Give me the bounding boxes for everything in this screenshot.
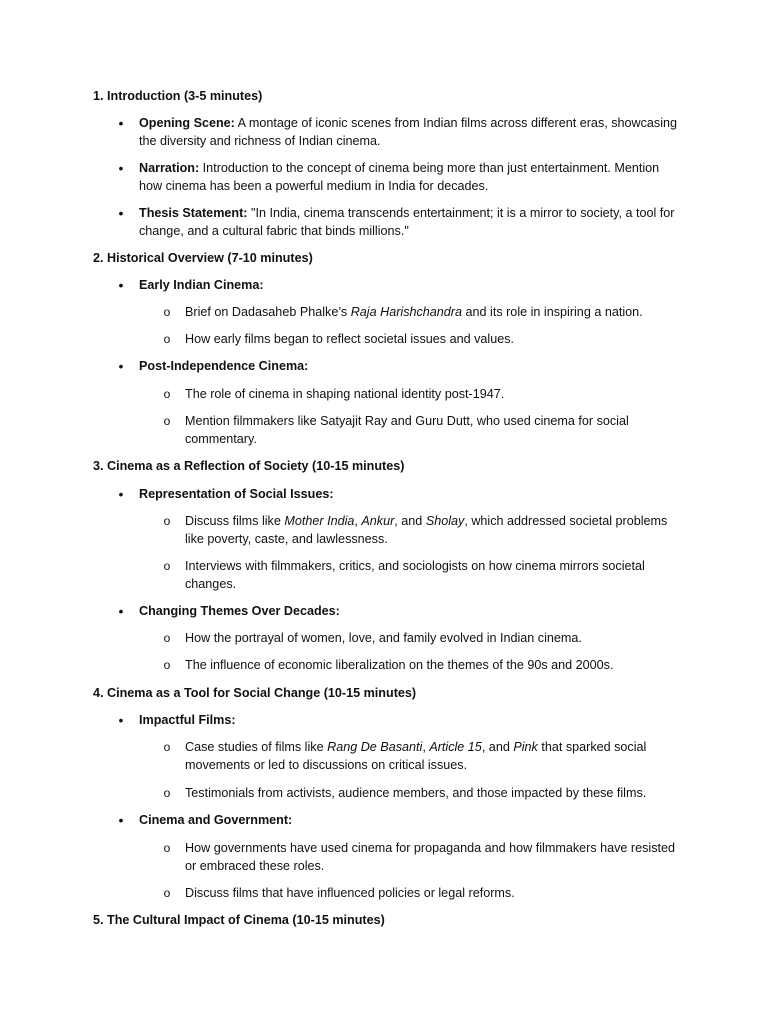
sub-item xyxy=(163,785,680,803)
sub-item-text: How early films began to reflect societal issues and values. xyxy=(185,332,514,346)
section-heading-introduction: 1. Introduction (3-5 minutes) xyxy=(93,89,263,103)
sub-item xyxy=(163,386,680,404)
sub-bullet-icon: o xyxy=(163,332,171,346)
sub-bullet-icon: o xyxy=(163,387,171,401)
sub-item xyxy=(163,739,680,774)
list-item-changing-themes xyxy=(118,603,684,621)
sub-bullet-icon: o xyxy=(163,658,171,672)
sub-item xyxy=(163,331,680,349)
film-title: Raja Harishchandra xyxy=(350,305,463,319)
sub-bullet-icon: o xyxy=(163,559,171,573)
bullet-icon: • xyxy=(118,603,124,619)
film-title: Ankur xyxy=(361,514,395,528)
sub-item xyxy=(163,885,680,903)
film-title: Mother India xyxy=(284,514,355,528)
film-title: Sholay xyxy=(425,514,465,528)
bullet-icon: • xyxy=(118,358,124,374)
item-label: Post-Independence Cinema: xyxy=(139,359,309,373)
sub-item xyxy=(163,304,680,322)
bullet-icon: • xyxy=(118,115,124,131)
sub-item-text: Case studies of films like xyxy=(185,740,328,754)
list-item-impactful-films xyxy=(118,712,684,730)
item-text: A montage of iconic scenes from Indian films across different eras, showcasing the diversity and richness of Indian cinema. xyxy=(139,116,678,148)
sub-item-text: Interviews with filmmakers, critics, and sociologists on how cinema mirrors societal changes. xyxy=(185,559,645,591)
sub-item-text: How governments have used cinema for propaganda and how filmmakers have resisted or embraced these roles. xyxy=(185,841,676,873)
sub-item-text: The influence of economic liberalization on the themes of the 90s and 2000s. xyxy=(185,658,614,672)
sub-bullet-icon: o xyxy=(163,786,171,800)
bullet-icon: • xyxy=(118,205,124,221)
sub-item-text: How the portrayal of women, love, and family evolved in Indian cinema. xyxy=(185,631,582,645)
sub-item-text: Brief on Dadasaheb Phalke’s xyxy=(185,305,351,319)
sub-item-text: , which addressed societal problems like poverty, caste, and lawlessness. xyxy=(185,514,668,546)
list-item-cinema-and-government xyxy=(118,812,684,830)
sub-bullet-icon: o xyxy=(163,414,171,428)
item-label: Narration: xyxy=(139,161,200,175)
sub-item xyxy=(163,630,680,648)
sub-item-text: , and xyxy=(394,514,426,528)
list-item-opening-scene xyxy=(118,115,684,150)
sub-bullet-icon: o xyxy=(163,514,171,528)
sub-bullet-icon: o xyxy=(163,841,171,855)
sub-item-text: that sparked social movements or led to discussions on critical issues. xyxy=(185,740,647,772)
list-item-representation-of-social-issues xyxy=(118,486,684,504)
item-label: Changing Themes Over Decades: xyxy=(139,604,340,618)
sub-bullet-icon: o xyxy=(163,305,171,319)
item-label: Opening Scene: xyxy=(139,116,235,130)
bullet-icon: • xyxy=(118,712,124,728)
sub-bullet-icon: o xyxy=(163,886,171,900)
section-heading-reflection-of-society: 3. Cinema as a Reflection of Society (10-15 minutes) xyxy=(93,459,405,473)
film-title: Rang De Basanti xyxy=(327,740,423,754)
item-text: Introduction to the concept of cinema being more than just entertainment. Mention how cinema has been a powerful medium in India for decades. xyxy=(139,161,660,193)
sub-item-text: Mention filmmakers like Satyajit Ray and Guru Dutt, who used cinema for social commentary. xyxy=(185,414,629,446)
item-text: "In India, cinema transcends entertainment; it is a mirror to society, a tool for change, and a cultural fabric that binds millions." xyxy=(139,206,675,238)
sub-item-text: Discuss films that have influenced policies or legal reforms. xyxy=(185,886,515,900)
sub-item xyxy=(163,657,680,675)
sub-item-text: Testimonials from activists, audience members, and those impacted by these films. xyxy=(185,786,647,800)
bullet-icon: • xyxy=(118,812,124,828)
item-label: Cinema and Government: xyxy=(139,813,293,827)
sub-item xyxy=(163,558,680,593)
list-item-thesis-statement xyxy=(118,205,684,240)
sub-item-text: , xyxy=(422,740,430,754)
sub-item-text: and its role in inspiring a nation. xyxy=(462,305,643,319)
sub-item xyxy=(163,840,680,875)
item-label: Impactful Films: xyxy=(139,713,236,727)
list-item-early-indian-cinema xyxy=(118,277,684,295)
sub-item xyxy=(163,513,680,548)
bullet-icon: • xyxy=(118,160,124,176)
film-title: Article 15 xyxy=(429,740,482,754)
film-title: Pink xyxy=(513,740,538,754)
list-item-narration xyxy=(118,160,684,195)
list-item-post-independence-cinema xyxy=(118,358,684,376)
sub-item-text: The role of cinema in shaping national identity post-1947. xyxy=(185,387,505,401)
bullet-icon: • xyxy=(118,277,124,293)
section-heading-cultural-impact: 5. The Cultural Impact of Cinema (10-15 minutes) xyxy=(93,913,385,927)
sub-item-text: Discuss films like xyxy=(185,514,285,528)
sub-item-text: , and xyxy=(481,740,514,754)
item-label: Thesis Statement: xyxy=(139,206,248,220)
bullet-icon: • xyxy=(118,486,124,502)
item-label: Early Indian Cinema: xyxy=(139,278,264,292)
sub-item xyxy=(163,413,680,448)
sub-item-text: , xyxy=(354,514,362,528)
item-label: Representation of Social Issues: xyxy=(139,487,334,501)
sub-bullet-icon: o xyxy=(163,740,171,754)
sub-bullet-icon: o xyxy=(163,631,171,645)
section-heading-tool-for-social-change: 4. Cinema as a Tool for Social Change (10-15 minutes) xyxy=(93,686,417,700)
section-heading-historical-overview: 2. Historical Overview (7-10 minutes) xyxy=(93,251,313,265)
